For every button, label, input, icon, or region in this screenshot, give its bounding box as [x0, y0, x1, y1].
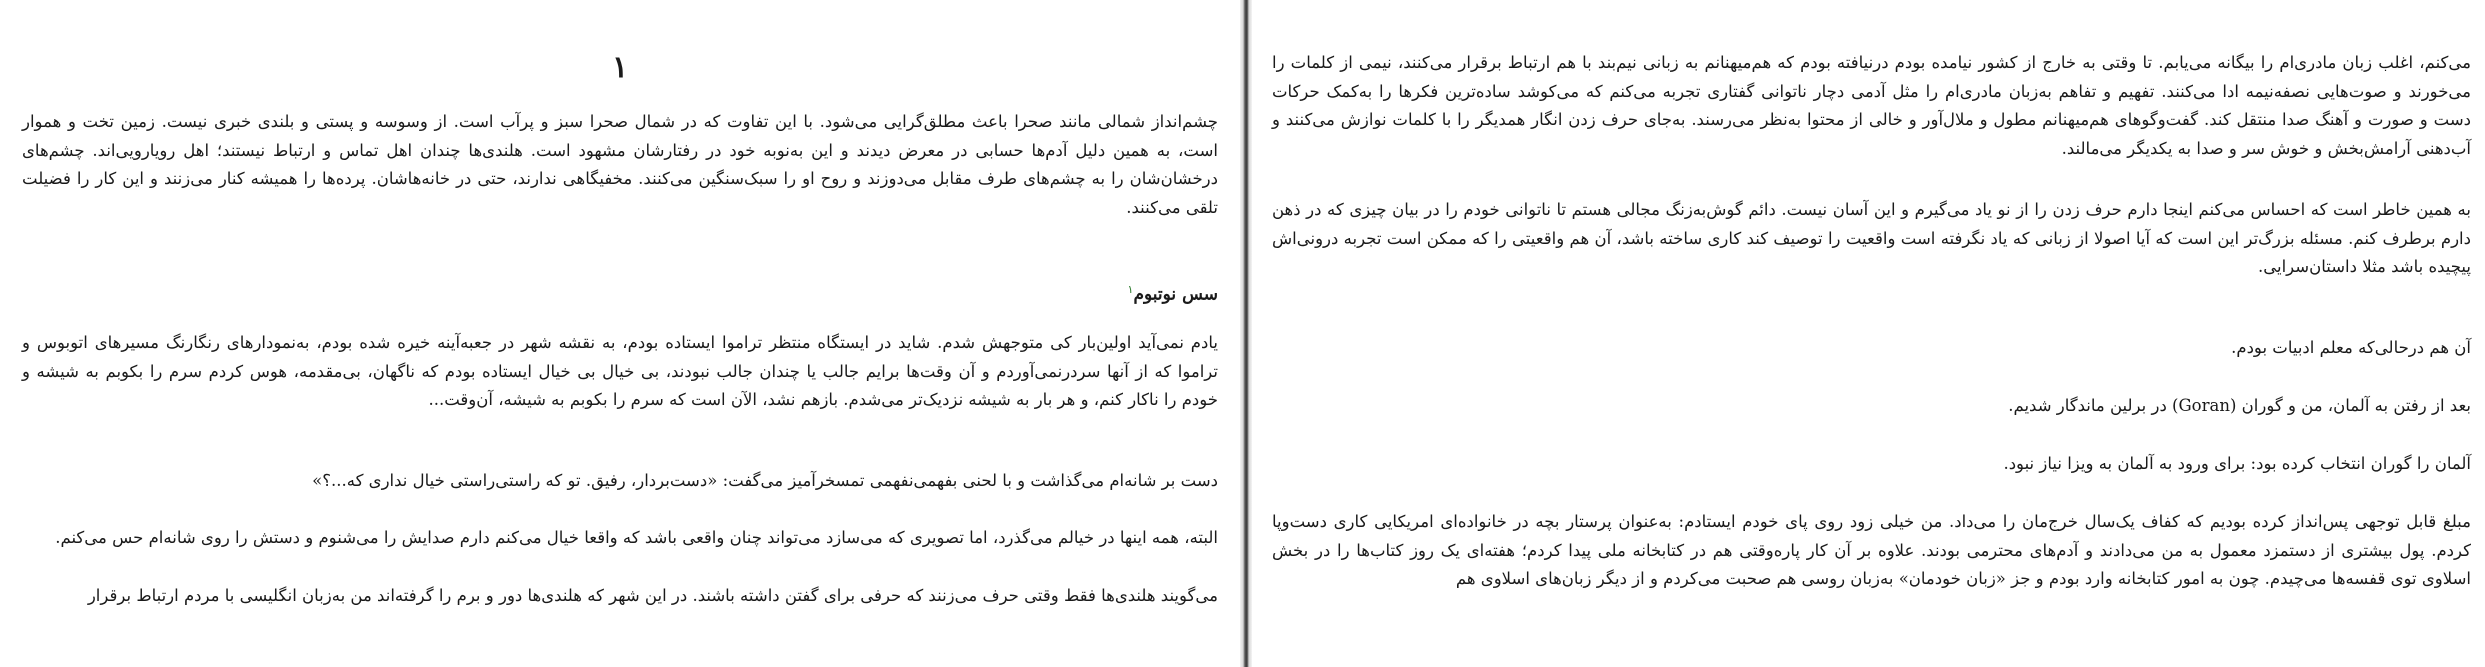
paragraph: یادم نمی‌آید اولین‌بار کی متوجهش شدم. شاید در ایستگاه منتظر تراموا ایستاده بودم، به نقشه شهر در جعبه‌آینه خیره شده بودم، به‌نمودارهای رنگارنگ مسیرهای اتوبوس و تراموا که از آنها سردرنمی‌آوردم و آن وقت‌ها برایم جالب یا چندان جالب نبودند، بی خیال بی خیال ایستاده بودم که ناگهان، بی‌مقدمه، هوس کردم سرم را بکوبم به شیشه و خودم را ناکار کنم، و هر بار به شیشه نزدیک‌تر می‌شدم. بازهم نشد، الآن است که سرم را بکوبم به شیشه، آن‌وقت...	[22, 333, 1218, 409]
right-body-paragraph-4	[1272, 392, 2471, 421]
chapter-number: ۱	[611, 50, 629, 85]
left-body-paragraph-1	[22, 329, 1218, 415]
left-page	[0, 0, 1240, 667]
right-body-paragraph-3	[1272, 334, 2471, 363]
left-body-paragraph-4	[22, 582, 1218, 611]
right-body-paragraph-1	[1272, 49, 2471, 163]
right-body-paragraph-6	[1272, 508, 2471, 594]
paragraph: آن هم درحالی‌که معلم ادبیات بودم.	[2231, 338, 2471, 357]
intro-paragraph-block	[22, 108, 1218, 222]
footnote-marker: ۱	[1127, 283, 1134, 296]
left-body-paragraph-3	[22, 524, 1218, 553]
paragraph: آلمان را گوران انتخاب کرده بود: برای ورود به آلمان به ویزا نیاز نبود.	[2003, 454, 2471, 473]
book-gutter	[1240, 0, 1252, 667]
section-heading	[1126, 283, 1218, 305]
section-heading-text: سس نوتبوم	[1133, 284, 1218, 305]
paragraph: می‌کنم، اغلب زبان مادری‌ام را بیگانه می‌یابم. تا وقتی به خارج از کشور نیامده بودم درنیافته بودم که هم‌میهنانم به زبانی نیم‌بند با هم ارتباط برقرار می‌کنند، نیمی از کلمات را می‌خورند و صوت‌هایی نصفه‌نیمه ادا می‌کنند. تفهیم و تفاهم به‌زبان مادری‌ام را مثل آدمی دچار ناتوانی گفتاری تجربه می‌کنم که می‌کوشد ساده‌ترین فکرها را به‌کمک حرکات دست و صورت و آهنگ صدا منتقل کند. گفت‌وگوهای هم‌میهنانم مطول و ملال‌آور و خالی از محتوا به‌نظر می‌رسند. به‌جای حرف زدن انگار همدیگر را با کلمات نوازش می‌کنند و آب‌دهنی آرامش‌بخش و خوش سر و صدا به یکدیگر می‌مالند.	[1272, 53, 2471, 158]
paragraph: مبلغ قابل توجهی پس‌انداز کرده بودیم که کفاف یک‌سال خرج‌مان را می‌داد. من خیلی زود روی پای خودم ایستادم: به‌عنوان پرستار بچه در خانواده‌ای امریکایی کاری دست‌وپا کردم. پول بیشتری از دستمزد معمول به من می‌دادند و آدم‌های محترمی بودند. علاوه بر آن کار پاره‌وقتی هم در کتابخانه ملی پیدا کردم؛ هفته‌ای یک روز کتاب‌ها را در بخش اسلاوی توی قفسه‌ها می‌چیدم. چون به امور کتابخانه وارد بودم و جز «زبان خودمان» به‌زبان روسی هم صحبت می‌کردم و از دیگر زبان‌های اسلاوی هم	[1272, 512, 2471, 588]
paragraph: می‌گویند هلندی‌ها فقط وقتی حرف می‌زنند که حرفی برای گفتن داشته باشند. در این شهر که هلندی‌ها دور و برم را گرفته‌اند من به‌زبان انگلیسی با مردم ارتباط برقرار	[87, 586, 1218, 605]
right-body-paragraph-2	[1272, 196, 2471, 282]
left-body-paragraph-2	[22, 467, 1218, 496]
right-body-paragraph-5	[1272, 450, 2471, 479]
right-page	[1252, 0, 2485, 667]
paragraph: دست بر شانه‌ام می‌گذاشت و با لحنی بفهمی‌نفهمی تمسخرآمیز می‌گفت: «دست‌بردار، رفیق. تو که راستی‌راستی خیال نداری که...؟»	[312, 471, 1218, 490]
paragraph: به همین خاطر است که احساس می‌کنم اینجا دارم حرف زدن را از نو یاد می‌گیرم و این آسان نیست. دائم گوش‌به‌زنگ مجالی هستم تا ناتوانی خودم را در بیان چیزی که در ذهن دارم برطرف کنم. مسئله بزرگ‌تر این است که آیا اصولا از زبانی که یاد نگرفته است واقعیت را توصیف کند کاری ساخته باشد، آن هم واقعیتی را که ممکن است تجربه درونی‌اش پیچیده باشد مثلا داستان‌سرایی.	[1272, 200, 2471, 276]
paragraph: بعد از رفتن به آلمان، من و گوران (Goran) در برلین ماندگار شدیم.	[2008, 396, 2471, 415]
paragraph: البته، همه اینها در خیالم می‌گذرد، اما تصویری که می‌سازد می‌تواند چنان واقعی باشد که واقعا خیال می‌کنم دارم صدایش را می‌شنوم و دستش را روی شانه‌ام حس می‌کنم.	[55, 528, 1218, 547]
intro-paragraph: چشم‌انداز شمالی مانند صحرا باعث مطلق‌گرایی می‌شود. با این تفاوت که در شمال صحرا سبز و پرآب است. از وسوسه و پستی و بلندی خبری نیست. زمین تخت و هموار است، به همین دلیل آدم‌ها حسابی در معرض دیدند و این به‌نوبه خود در رفتارشان مشهود است. هلندی‌ها چندان اهل تماس و ارتباط نیستند؛ اهل رویارویی‌اند. چشم‌های درخشان‌شان را به چشم‌های طرف مقابل می‌دوزند و روح او را سبک‌سنگین می‌کنند. مخفیگاهی ندارند، حتی در خانه‌هاشان. پرده‌ها را همیشه کنار می‌زنند و این کار را فضیلت تلقی می‌کنند.	[22, 112, 1218, 217]
